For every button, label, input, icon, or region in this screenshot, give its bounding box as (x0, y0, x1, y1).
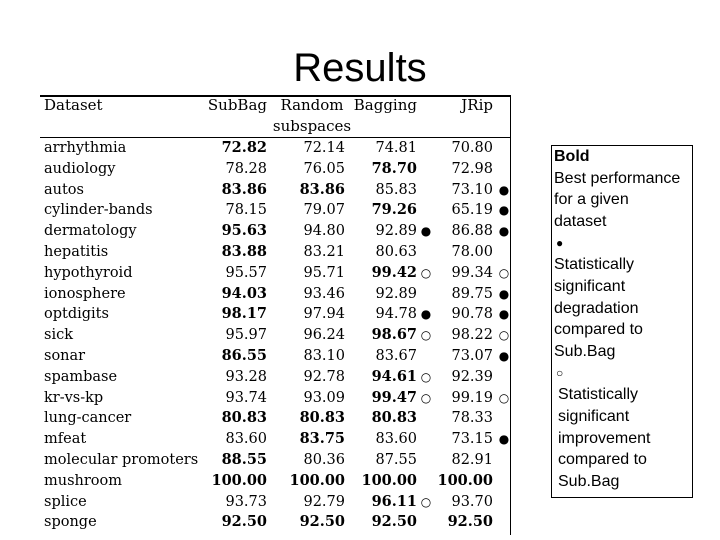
random-value: 92.50 (299, 513, 345, 531)
table-row (40, 284, 510, 305)
legend-filled-desc-4: compared to (554, 321, 643, 339)
bagging-value: 87.55 (375, 452, 417, 468)
random-value: 93.46 (303, 285, 345, 302)
header-random-line2: subspaces (272, 117, 352, 135)
random-value: 76.05 (303, 160, 345, 177)
jrip-value: 92.50 (447, 513, 493, 531)
dataset-name: mushroom (44, 472, 123, 489)
dataset-name: molecular promoters (44, 452, 199, 468)
open-circle-icon: ○ (420, 328, 432, 343)
header-bagging: Bagging (353, 96, 417, 114)
table-row (40, 408, 510, 429)
header-dataset: Dataset (44, 96, 103, 114)
jrip-value: 78.33 (451, 410, 493, 427)
open-circle-icon: ○ (420, 369, 432, 384)
legend-filled-circle-icon: ● (556, 236, 564, 251)
jrip-value: 73.15 (451, 431, 493, 448)
bagging-value: 80.63 (375, 244, 417, 260)
filled-circle-icon: ● (420, 224, 432, 239)
filled-circle-icon: ● (498, 432, 510, 447)
filled-circle-icon: ● (420, 307, 432, 322)
bagging-value: 78.70 (371, 159, 417, 177)
jrip-value: 93.70 (451, 493, 493, 510)
subbag-value: 72.82 (221, 139, 267, 156)
bagging-value: 85.83 (375, 181, 417, 198)
random-value: 80.36 (303, 452, 345, 468)
table-row (40, 263, 510, 284)
jrip-value: 73.10 (451, 181, 493, 198)
subbag-value: 78.28 (225, 160, 267, 177)
jrip-value: 70.80 (451, 140, 493, 156)
legend-open-desc-5: Sub.Bag (558, 472, 620, 490)
table-row (40, 304, 510, 325)
table-row (40, 221, 510, 242)
subbag-value: 98.17 (221, 305, 267, 323)
legend-bold-desc-3: dataset (554, 212, 607, 230)
dataset-name: cylinder-bands (44, 202, 153, 219)
random-value: 79.07 (303, 202, 345, 219)
bagging-value: 80.83 (371, 409, 417, 427)
random-value: 94.80 (303, 223, 345, 240)
filled-circle-icon: ● (498, 203, 510, 218)
bagging-value: 92.89 (375, 223, 417, 240)
subbag-value: 95.57 (225, 264, 267, 281)
table-row (40, 138, 510, 159)
open-circle-icon: ○ (420, 494, 432, 509)
legend-filled-desc-3: degradation (554, 299, 639, 317)
dataset-name: sick (44, 327, 73, 344)
bagging-value: 83.60 (375, 431, 417, 448)
bagging-value: 100.00 (361, 471, 417, 489)
jrip-value: 90.78 (451, 306, 493, 323)
dataset-name: dermatology (44, 223, 137, 240)
jrip-value: 98.22 (451, 327, 493, 344)
dataset-name: hepatitis (44, 244, 109, 260)
bagging-value: 79.26 (371, 201, 417, 219)
subbag-value: 94.03 (221, 284, 267, 302)
header-random-line1: Random (280, 96, 344, 114)
bagging-value: 74.81 (375, 140, 417, 156)
random-value: 83.86 (299, 180, 345, 198)
random-value: 92.79 (303, 493, 345, 510)
table-row (40, 471, 510, 492)
dataset-name: kr-vs-kp (44, 389, 104, 406)
dataset-name: sonar (44, 348, 86, 364)
table-row (40, 180, 510, 201)
legend-bold-title: Bold (554, 148, 590, 165)
bagging-value: 94.78 (375, 306, 417, 323)
bagging-value: 92.50 (371, 513, 417, 531)
subbag-value: 92.50 (221, 513, 267, 531)
jrip-value: 99.19 (451, 389, 493, 406)
table-row (40, 450, 510, 471)
dataset-name: hypothyroid (44, 264, 133, 281)
jrip-value: 73.07 (451, 348, 493, 364)
jrip-value: 82.91 (451, 452, 493, 468)
random-value: 97.94 (303, 306, 345, 323)
subbag-value: 83.60 (225, 431, 267, 448)
jrip-value: 92.39 (451, 368, 493, 385)
table-row (40, 159, 510, 180)
subbag-value: 83.86 (221, 180, 267, 198)
header-subbag: SubBag (207, 96, 267, 114)
legend-bold-desc-1: Best performance (554, 169, 681, 187)
legend-box (551, 145, 693, 498)
random-value: 72.14 (303, 140, 345, 156)
legend-filled-desc-1: Statistically (554, 256, 635, 274)
random-value: 100.00 (289, 471, 345, 489)
legend-filled-desc-2: significant (554, 277, 626, 295)
dataset-name: splice (44, 493, 87, 510)
bagging-value: 99.42 (371, 263, 417, 281)
dataset-name: spambase (44, 368, 118, 385)
filled-circle-icon: ● (498, 349, 510, 363)
subbag-value: 95.63 (221, 222, 267, 240)
open-circle-icon: ○ (420, 265, 432, 280)
jrip-value: 89.75 (451, 285, 493, 302)
open-circle-icon: ○ (498, 390, 510, 405)
filled-circle-icon: ● (498, 182, 510, 197)
legend-filled-desc-5: Sub.Bag (554, 342, 616, 360)
random-value: 83.10 (303, 348, 345, 364)
dataset-name: audiology (44, 160, 116, 177)
open-circle-icon: ○ (420, 390, 432, 405)
bagging-value: 94.61 (371, 367, 417, 385)
legend-open-desc-3: improvement (558, 429, 651, 447)
table-row (40, 242, 510, 263)
table-row (40, 429, 510, 450)
subbag-value: 93.74 (225, 389, 267, 406)
legend-open-desc-4: compared to (558, 451, 647, 469)
subbag-value: 86.55 (221, 347, 267, 364)
dataset-name: autos (44, 181, 84, 198)
legend-bold-desc-2: for a given (554, 191, 629, 209)
filled-circle-icon: ● (498, 286, 510, 301)
random-value: 92.78 (303, 368, 345, 385)
subbag-value: 88.55 (221, 451, 267, 468)
table-row (40, 367, 510, 388)
dataset-name: optdigits (44, 306, 109, 323)
header-jrip: JRip (461, 96, 493, 114)
jrip-value: 99.34 (451, 264, 493, 281)
table-row (40, 512, 510, 533)
random-value: 83.75 (299, 430, 345, 448)
table-row (40, 388, 510, 409)
random-value: 80.83 (299, 409, 345, 427)
bagging-value: 92.89 (375, 285, 417, 302)
results-table (40, 95, 511, 535)
subbag-value: 93.28 (225, 368, 267, 385)
subbag-value: 78.15 (225, 202, 267, 219)
jrip-value: 72.98 (451, 160, 493, 177)
bagging-value: 96.11 (371, 492, 417, 510)
dataset-name: lung-cancer (44, 410, 132, 427)
subbag-value: 95.97 (225, 327, 267, 344)
dataset-name: sponge (44, 514, 97, 531)
random-value: 96.24 (303, 327, 345, 344)
open-circle-icon: ○ (498, 265, 510, 280)
dataset-name: mfeat (44, 431, 87, 448)
random-value: 83.21 (303, 244, 345, 260)
bagging-value: 98.67 (371, 326, 417, 344)
jrip-value: 65.19 (451, 202, 493, 219)
random-value: 95.71 (303, 264, 345, 281)
table-row (40, 492, 510, 513)
filled-circle-icon: ● (498, 307, 510, 322)
subbag-value: 100.00 (211, 471, 267, 489)
jrip-value: 100.00 (437, 471, 493, 489)
random-value: 93.09 (303, 389, 345, 406)
table-row (40, 325, 510, 346)
legend-open-desc-2: significant (558, 407, 630, 425)
legend-open-desc-1: Statistically (558, 386, 639, 404)
jrip-value: 86.88 (451, 223, 493, 240)
table-row (40, 346, 510, 367)
subbag-value: 83.88 (221, 243, 267, 260)
subbag-value: 80.83 (221, 409, 267, 427)
open-circle-icon: ○ (498, 328, 510, 343)
bagging-value: 83.67 (375, 348, 417, 364)
jrip-value: 78.00 (451, 244, 493, 260)
dataset-name: ionosphere (44, 285, 126, 302)
bagging-value: 99.47 (371, 388, 417, 406)
dataset-name: arrhythmia (44, 140, 127, 156)
filled-circle-icon: ● (498, 224, 510, 239)
table-row (40, 200, 510, 221)
subbag-value: 93.73 (225, 493, 267, 510)
legend-open-circle-icon: ○ (556, 366, 564, 381)
slide-title: Results (293, 46, 427, 90)
